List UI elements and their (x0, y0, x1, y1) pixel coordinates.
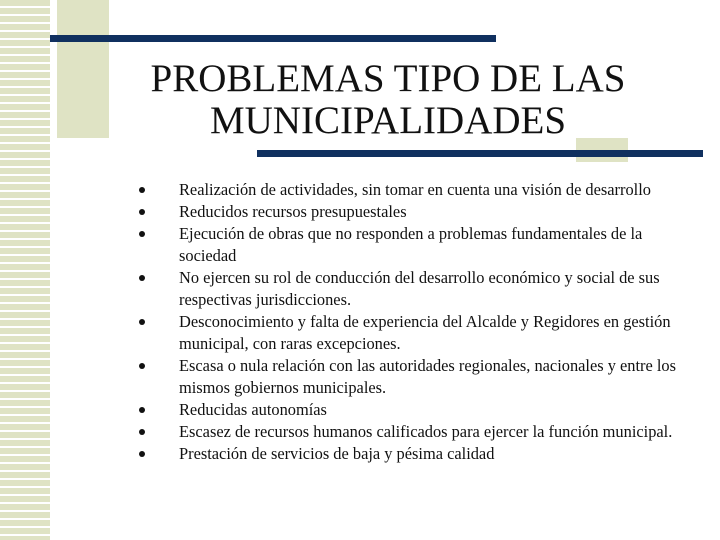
top-left-block-decoration (57, 0, 109, 138)
bullet-dot-icon (139, 407, 145, 413)
bullet-text: No ejercen su rol de conducción del desarrollo económico y social de sus respectivas jurisdicciones. (179, 268, 660, 309)
bullet-item (136, 267, 696, 311)
bullet-dot-icon (139, 451, 145, 457)
bullet-item (136, 311, 696, 355)
bullet-dot-icon (139, 275, 145, 281)
bullet-item (136, 355, 696, 399)
bullet-item (136, 179, 696, 201)
bullet-item (136, 223, 696, 267)
title-top-bar (50, 35, 496, 42)
bullet-dot-icon (139, 319, 145, 325)
slide-title: PROBLEMAS TIPO DE LAS MUNICIPALIDADES (150, 57, 626, 142)
bullet-text: Ejecución de obras que no responden a problemas fundamentales de la sociedad (179, 224, 643, 265)
left-stripe-decoration (0, 0, 50, 540)
bullet-text: Realización de actividades, sin tomar en cuenta una visión de desarrollo (179, 180, 651, 199)
bullet-text: Escasa o nula relación con las autoridades regionales, nacionales y entre los mismos gobiernos municipales. (179, 356, 676, 397)
bullet-dot-icon (139, 209, 145, 215)
bullet-list (136, 179, 696, 465)
bullet-text: Prestación de servicios de baja y pésima calidad (179, 444, 495, 463)
bullet-text: Desconocimiento y falta de experiencia del Alcalde y Regidores en gestión municipal, con raras excepciones. (179, 312, 671, 353)
bullet-text: Reducidas autonomías (179, 400, 327, 419)
bullet-text: Escasez de recursos humanos calificados para ejercer la función municipal. (179, 422, 673, 441)
bullet-item (136, 421, 696, 443)
bullet-dot-icon (139, 187, 145, 193)
bullet-item (136, 443, 696, 465)
title-bottom-bar (257, 150, 703, 157)
bullet-item (136, 201, 696, 223)
bullet-dot-icon (139, 429, 145, 435)
bullet-item (136, 399, 696, 421)
bullet-dot-icon (139, 231, 145, 237)
bullet-text: Reducidos recursos presupuestales (179, 202, 407, 221)
bullet-dot-icon (139, 363, 145, 369)
